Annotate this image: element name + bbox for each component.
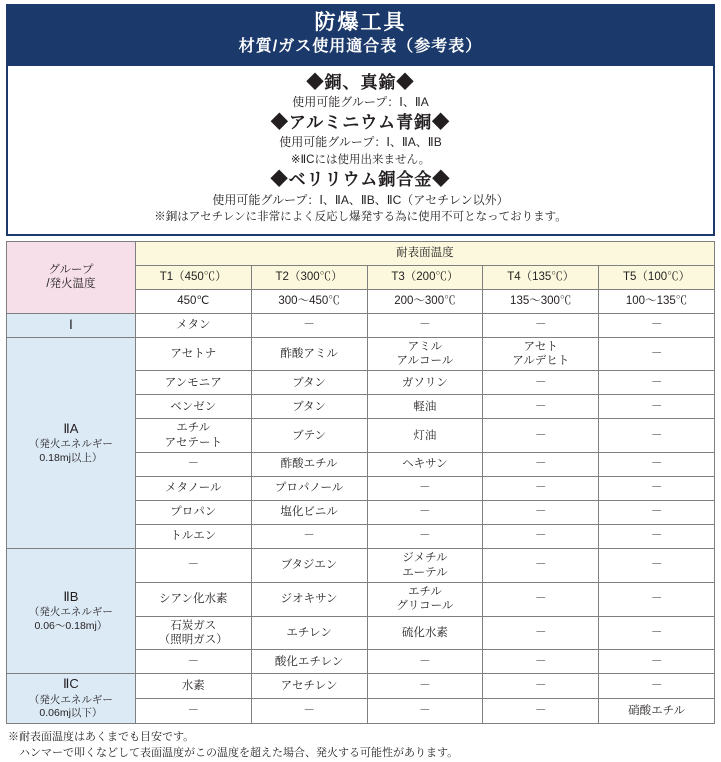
- header-temp-range-4: 135〜300℃: [483, 289, 599, 313]
- gas-cell: ジメチル エーテル: [367, 549, 483, 583]
- gas-cell: メタノール: [135, 477, 251, 501]
- group-energy-line1: （発火エネルギー: [28, 437, 113, 450]
- table-row: [7, 313, 715, 337]
- header-temp-class-3: T3（200℃）: [367, 265, 483, 289]
- group-energy-line2: 0.18mj以上）: [39, 451, 103, 464]
- gas-cell: 軽油: [367, 395, 483, 419]
- gas-cell: －: [483, 501, 599, 525]
- gas-cell: ブタジエン: [251, 549, 367, 583]
- gas-cell: －: [251, 699, 367, 724]
- header-temp-range-2: 300〜450℃: [251, 289, 367, 313]
- gas-cell: アミル アルコール: [367, 337, 483, 371]
- gas-cell: ジオキサン: [251, 582, 367, 616]
- gas-cell: －: [483, 395, 599, 419]
- gas-cell: ヘキサン: [367, 453, 483, 477]
- gas-cell: －: [483, 582, 599, 616]
- gas-cell: －: [367, 674, 483, 699]
- note-group-copper-brass: [16, 72, 705, 111]
- gas-cell: －: [367, 699, 483, 724]
- gas-cell: 酸化エチレン: [251, 650, 367, 674]
- gas-cell: －: [367, 477, 483, 501]
- gas-cell: トルエン: [135, 525, 251, 549]
- footer-line: ハンマーで叩くなどして表面温度がこの温度を超えた場合、発火する可能性があります。: [8, 747, 459, 760]
- gas-cell: ブタン: [251, 371, 367, 395]
- gas-cell: －: [135, 549, 251, 583]
- gas-cell: 石炭ガス （照明ガス）: [135, 616, 251, 650]
- note-line: 使用可能グループ：Ⅰ、ⅡA: [292, 94, 429, 109]
- gas-cell: ブタン: [251, 395, 367, 419]
- gas-cell: －: [599, 525, 715, 549]
- gas-cell: －: [599, 453, 715, 477]
- gas-cell: －: [251, 313, 367, 337]
- gas-cell: －: [599, 674, 715, 699]
- group-cell-3: [7, 549, 136, 674]
- header-group-temp-corner: グループ /発火温度: [7, 241, 136, 313]
- table-header-row: [7, 241, 715, 265]
- gas-cell: －: [135, 699, 251, 724]
- gas-cell: アセチレン: [251, 674, 367, 699]
- gas-cell: 硫化水素: [367, 616, 483, 650]
- group-energy-line2: 0.06mj以下）: [39, 707, 103, 720]
- page-subtitle: 材質/ガス使用適合表（参考表）: [238, 38, 483, 56]
- gas-cell: －: [599, 501, 715, 525]
- gas-cell: －: [599, 395, 715, 419]
- gas-cell: 硝酸エチル: [599, 699, 715, 724]
- gas-cell: アセト アルデヒト: [483, 337, 599, 371]
- note-line: ※ⅡCには使用出来ません。: [290, 153, 431, 166]
- gas-cell: －: [599, 313, 715, 337]
- note-heading: ◆アルミニウム青銅◆: [270, 113, 451, 133]
- gas-compatibility-table: [6, 241, 715, 724]
- gas-cell: －: [483, 453, 599, 477]
- gas-cell: －: [483, 419, 599, 453]
- gas-cell: －: [599, 582, 715, 616]
- group-cell-1: [7, 313, 136, 337]
- gas-cell: エチル グリコール: [367, 582, 483, 616]
- gas-cell: 酢酸アミル: [251, 337, 367, 371]
- header-temp-range-3: 200〜300℃: [367, 289, 483, 313]
- gas-cell: プロパン: [135, 501, 251, 525]
- header-temp-class-5: T5（100℃）: [599, 265, 715, 289]
- gas-cell: －: [483, 313, 599, 337]
- gas-cell: －: [599, 337, 715, 371]
- group-cell-2: [7, 337, 136, 549]
- table-row: [7, 549, 715, 583]
- gas-cell: －: [367, 501, 483, 525]
- gas-cell: －: [367, 525, 483, 549]
- gas-cell: －: [599, 650, 715, 674]
- material-notes: [6, 66, 715, 236]
- table-row: [7, 674, 715, 699]
- gas-cell: －: [483, 650, 599, 674]
- group-name: ⅡA: [63, 420, 79, 436]
- gas-cell: －: [599, 419, 715, 453]
- gas-cell: エチレン: [251, 616, 367, 650]
- gas-cell: －: [599, 371, 715, 395]
- gas-cell: －: [367, 650, 483, 674]
- header-temp-class-2: T2（300℃）: [251, 265, 367, 289]
- group-energy-line2: 0.06〜0.18mj）: [34, 619, 108, 632]
- gas-cell: －: [483, 674, 599, 699]
- header-temp-range-5: 100〜135℃: [599, 289, 715, 313]
- gas-cell: 塩化ビニル: [251, 501, 367, 525]
- note-heading: ◆銅、真鍮◆: [306, 72, 415, 92]
- gas-cell: －: [135, 453, 251, 477]
- gas-cell: －: [483, 616, 599, 650]
- gas-cell: 水素: [135, 674, 251, 699]
- gas-cell: －: [483, 371, 599, 395]
- gas-cell: －: [599, 477, 715, 501]
- gas-cell: －: [483, 699, 599, 724]
- gas-cell: －: [599, 616, 715, 650]
- gas-cell: －: [367, 313, 483, 337]
- group-cell-4: [7, 674, 136, 724]
- footer-notes: [6, 729, 715, 762]
- table-row: [7, 337, 715, 371]
- note-group-beryllium-copper: [16, 169, 705, 225]
- group-name: ⅡB: [63, 589, 79, 604]
- footer-line: ※耐表面温度はあくまでも目安です。: [8, 730, 195, 743]
- note-heading: ◆ベリリウム銅合金◆: [270, 170, 451, 190]
- gas-cell: －: [483, 477, 599, 501]
- group-name: Ⅰ: [69, 316, 73, 332]
- group-energy-line1: （発火エネルギー: [28, 606, 113, 619]
- gas-cell: －: [599, 549, 715, 583]
- header-surface-temperature: 耐表面温度: [135, 241, 714, 265]
- gas-cell: アンモニア: [135, 371, 251, 395]
- header-temp-class-4: T4（135℃）: [483, 265, 599, 289]
- gas-cell: アセトナ: [135, 337, 251, 371]
- group-energy-line1: （発火エネルギー: [28, 693, 113, 706]
- note-group-aluminium-bronze: [16, 112, 705, 168]
- header-temp-class-1: T1（450℃）: [135, 265, 251, 289]
- gas-cell: ブテン: [251, 419, 367, 453]
- gas-cell: プロパノール: [251, 477, 367, 501]
- gas-cell: シアン化水素: [135, 582, 251, 616]
- title-bar: [6, 4, 715, 66]
- gas-cell: メタン: [135, 313, 251, 337]
- gas-cell: エチル アセテート: [135, 419, 251, 453]
- gas-cell: 灯油: [367, 419, 483, 453]
- gas-cell: －: [251, 525, 367, 549]
- note-line: 使用可能グループ：Ⅰ、ⅡA、ⅡB: [279, 135, 442, 150]
- page-title: 防爆工具: [314, 11, 407, 34]
- note-line: ※銅はアセチレンに非常によく反応し爆発する為に使用不可となっております。: [154, 210, 567, 223]
- gas-cell: ガソリン: [367, 371, 483, 395]
- note-line: 使用可能グループ：Ⅰ、ⅡA、ⅡB、ⅡC（アセチレン以外）: [212, 192, 509, 207]
- gas-cell: 酢酸エチル: [251, 453, 367, 477]
- gas-cell: －: [483, 549, 599, 583]
- header-temp-range-1: 450℃: [135, 289, 251, 313]
- gas-cell: －: [135, 650, 251, 674]
- gas-cell: －: [483, 525, 599, 549]
- group-name: ⅡC: [63, 676, 79, 692]
- gas-cell: ベンゼン: [135, 395, 251, 419]
